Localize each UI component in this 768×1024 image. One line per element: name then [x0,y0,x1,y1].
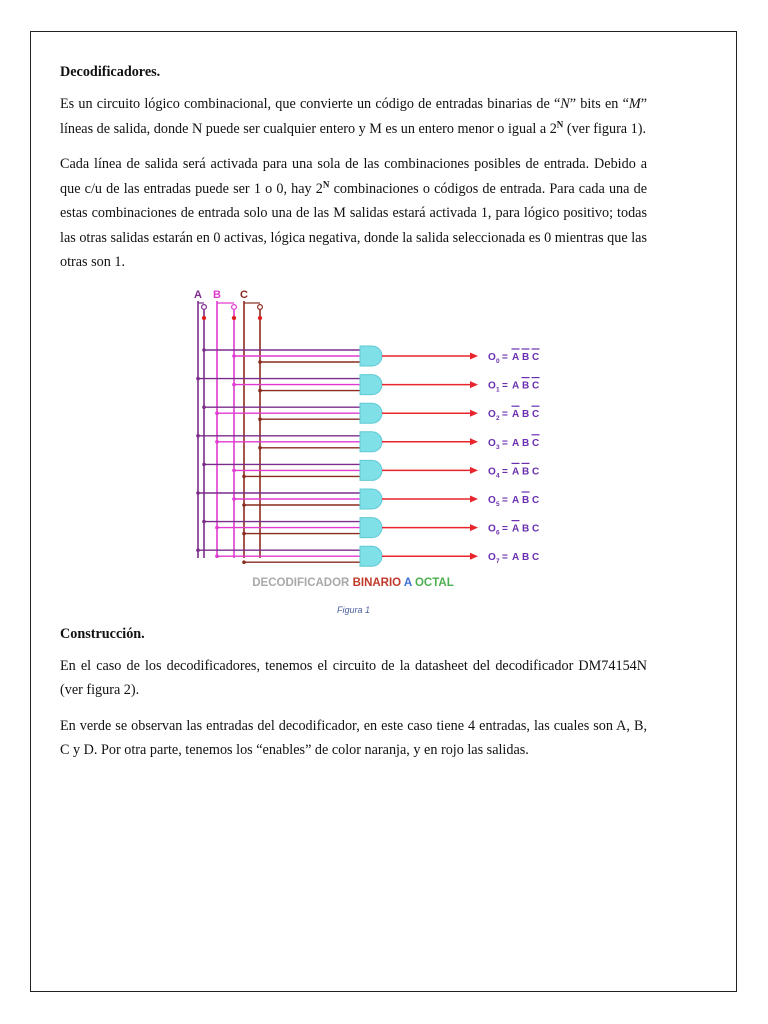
node-dot-6-0 [202,519,206,523]
paragraph-definition: Es un circuito lógico combinacional, que convierte un código de entradas binarias de “N” bits en “M” líneas de salida, donde N puede ser cualquier entero y M es un entero menor o igual a $2^N$ (ver figura 1). [60,96,648,137]
output-label-letter-3: O [488,437,496,449]
output-label-eq-3: = [502,437,508,449]
node-dot-4-0 [202,462,206,466]
inverter-bubble-a [202,304,207,309]
output-term-3-0: A [512,437,520,449]
node-dot-1-1 [232,382,236,386]
output-label-letter-5: O [488,494,496,506]
output-arrow-3 [470,438,478,445]
node-dot-3-1 [215,440,219,444]
output-label-eq-6: = [502,523,508,535]
output-label-sub-5: 5 [496,500,500,508]
junction-dot-a [202,315,206,319]
output-arrow-5 [470,495,478,502]
output-term-1-1: B [522,380,530,392]
node-dot-6-2 [242,531,246,535]
section-heading-construccion: Construcción. [60,625,145,642]
output-term-1-2: C [532,380,540,392]
and-gate-5 [360,489,382,509]
junction-dot-c [258,315,262,319]
output-arrow-7 [470,552,478,559]
inverter-bubble-b [232,304,237,309]
output-term-4-1: B [522,465,530,477]
input-label-c: C [240,288,248,301]
decoder-title-part-2: A [401,576,415,589]
output-arrow-0 [470,352,478,359]
output-label-sub-6: 6 [496,529,500,537]
output-term-6-0: A [512,523,520,535]
node-dot-0-2 [258,360,262,364]
decoder-circuit-diagram [60,286,647,601]
output-arrow-6 [470,524,478,531]
and-gate-6 [360,517,382,537]
node-dot-5-1 [232,497,236,501]
node-dot-7-2 [242,560,246,564]
node-dot-7-0 [196,548,200,552]
output-label-letter-4: O [488,465,496,477]
section-heading-decodificadores: Decodificadores. [60,64,161,80]
output-arrow-2 [470,409,478,416]
and-gate-2 [360,403,382,423]
document-body [60,60,647,774]
node-dot-7-1 [215,554,219,558]
node-dot-5-0 [196,491,200,495]
inverter-bubble-c [258,304,263,309]
decoder-title-part-3: OCTAL [414,576,454,589]
output-label-eq-5: = [502,494,508,506]
output-term-0-0: A [512,351,520,363]
input-label-a: A [194,288,202,301]
output-label-sub-1: 1 [496,386,500,394]
output-term-4-2: C [532,465,540,477]
output-label-letter-7: O [488,551,496,563]
output-label-letter-1: O [488,380,496,392]
node-dot-3-2 [258,446,262,450]
and-gate-4 [360,460,382,480]
output-term-2-2: C [532,408,540,420]
node-dot-0-0 [202,348,206,352]
output-label-eq-4: = [502,465,508,477]
and-gate-1 [360,374,382,394]
decoder-title-part-0: DECODIFICADOR [252,576,353,589]
output-label-eq-2: = [502,408,508,420]
paragraph-activation: Cada línea de salida será activada para una sola de las combinaciones posibles de entrada. Debido a que c/u de las entradas puede ser 1 o 0, hay $2^N$ combinaciones o códigos de entrada. Para cada una de estas combinaciones de entrada solo una de las M salidas estará activada 1, para lógico positivo; todas las otras salidas estarán en 0 activas, lógica negativa, donde la salida seleccionada es 0 mientras que las otras son 1. [60,156,647,270]
output-label-sub-7: 7 [496,557,500,565]
decoder-title-part-1: BINARIO [352,576,402,589]
and-gate-0 [360,346,382,366]
output-term-1-0: A [512,380,520,392]
node-dot-0-1 [232,354,236,358]
node-dot-5-2 [242,503,246,507]
output-label-letter-2: O [488,408,496,420]
output-term-6-1: B [522,523,530,535]
output-term-5-2: C [532,494,540,506]
node-dot-2-2 [258,417,262,421]
output-label-letter-6: O [488,523,496,535]
output-term-3-2: C [532,437,540,449]
output-label-eq-7: = [502,551,508,563]
output-term-7-2: C [532,551,540,563]
node-dot-4-2 [242,474,246,478]
decoder-title [252,577,453,589]
output-arrow-1 [470,381,478,388]
paragraph-inputs: En verde se observan las entradas del decodificador, en este caso tiene 4 entradas, las cuales son A, B, C y D. Por otra parte, tenemos los “enables” de color naranja, y en rojo las salidas. [60,717,647,758]
junction-dot-b [232,315,236,319]
figure-decoder [60,286,647,616]
node-dot-2-1 [215,411,219,415]
output-term-6-2: C [532,523,540,535]
output-label-letter-0: O [488,351,496,363]
node-dot-4-1 [232,468,236,472]
node-dot-1-2 [258,388,262,392]
node-dot-2-0 [202,405,206,409]
output-term-5-1: B [522,494,530,506]
output-arrow-4 [470,466,478,473]
figure-caption: Figura 1 [336,604,371,615]
input-label-b: B [213,288,221,301]
output-label-sub-2: 2 [496,414,500,422]
output-term-5-0: A [512,494,520,506]
node-dot-3-0 [196,434,200,438]
output-term-2-0: A [512,408,520,420]
output-term-2-1: B [522,408,530,420]
output-term-4-0: A [512,465,520,477]
output-label-eq-0: = [502,351,508,363]
output-term-0-1: B [522,351,530,363]
and-gate-7 [360,546,382,566]
output-label-eq-1: = [502,380,508,392]
output-term-7-0: A [512,551,520,563]
output-term-7-1: B [522,551,530,563]
paragraph-datasheet: En el caso de los decodificadores, tenemos el circuito de la datasheet del decodificador DM74154N (ver figura 2). [60,657,647,698]
node-dot-6-1 [215,525,219,529]
output-term-3-1: B [522,437,530,449]
output-term-0-2: C [532,351,540,363]
output-label-sub-3: 3 [496,443,500,451]
and-gate-3 [360,431,382,451]
node-dot-1-0 [196,376,200,380]
output-label-sub-4: 4 [496,471,500,479]
output-label-sub-0: 0 [496,357,500,365]
